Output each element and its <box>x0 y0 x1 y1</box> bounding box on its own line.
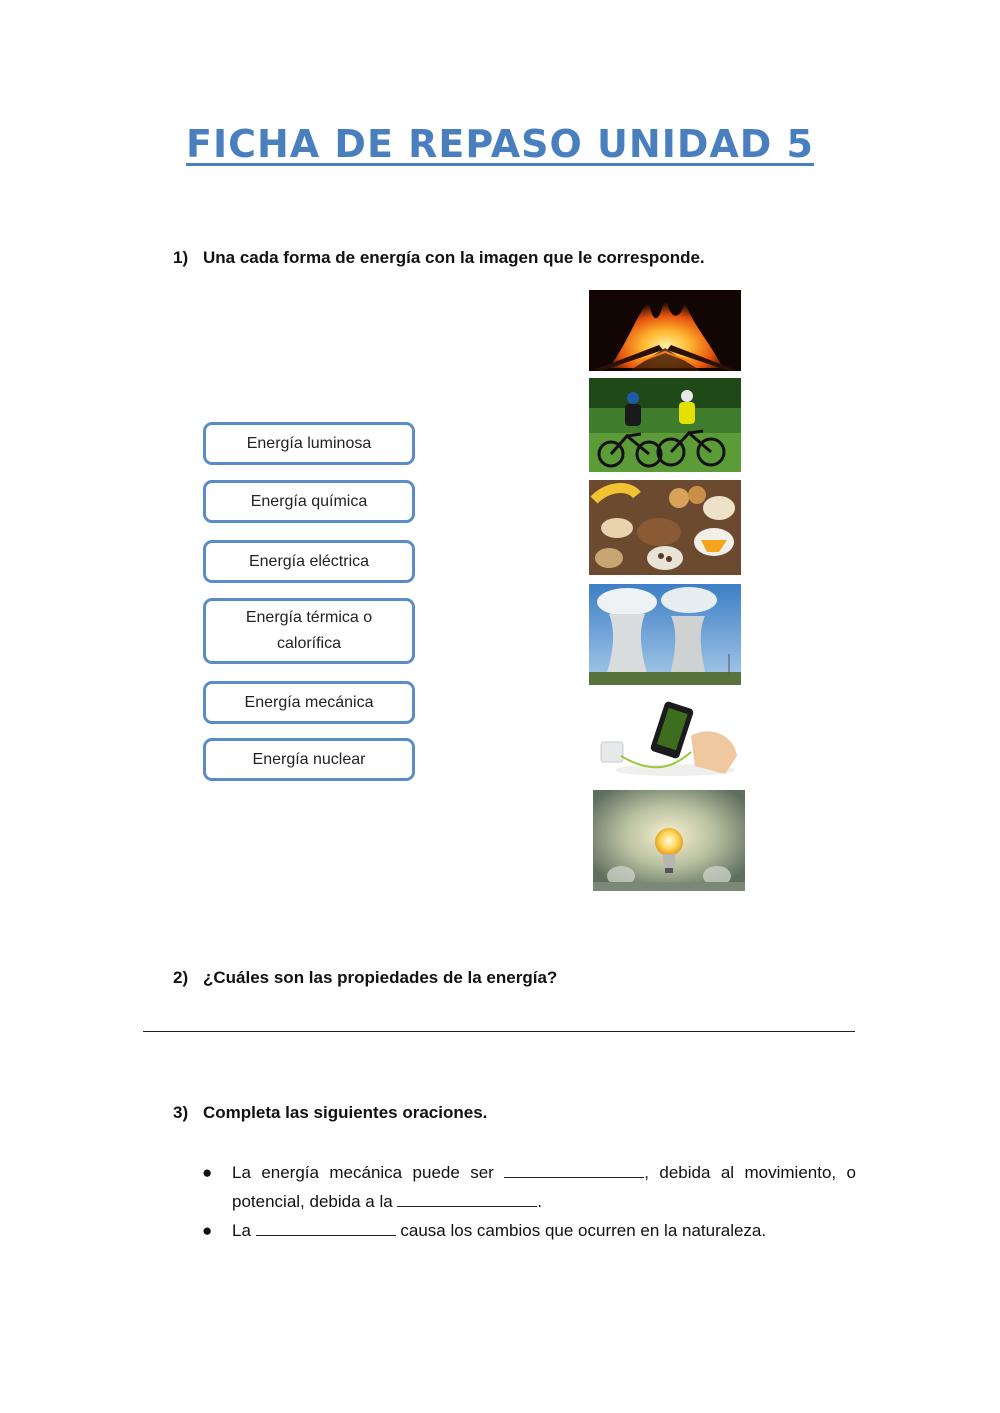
question-3 <box>173 1103 487 1123</box>
energy-label: Energía química <box>250 492 368 510</box>
cyclists-image[interactable] <box>589 378 741 472</box>
food-image[interactable] <box>589 480 741 575</box>
energy-box-quimica[interactable] <box>203 480 415 523</box>
energy-label: Energía mecánica <box>244 693 374 711</box>
question-2 <box>173 968 557 988</box>
energy-box-electrica[interactable] <box>203 540 415 583</box>
sentence-1-part-b: , debida al movimiento, o potencial, debida a la <box>232 1163 856 1211</box>
blank-energia[interactable] <box>256 1217 396 1236</box>
sentence-1-part-c: . <box>537 1192 543 1211</box>
sentence-list <box>200 1158 856 1245</box>
question-1 <box>173 248 705 268</box>
question-2-text: ¿Cuáles son las propiedades de la energía? <box>203 968 558 987</box>
energy-label: Energía nuclear <box>252 750 366 768</box>
energy-box-termica[interactable] <box>203 598 415 664</box>
energy-box-nuclear[interactable] <box>203 738 415 781</box>
question-1-text: Una cada forma de energía con la imagen que le corresponde. <box>203 248 705 267</box>
fire-bonfire-image[interactable] <box>589 290 741 371</box>
sentence-1 <box>200 1158 856 1216</box>
question-1-number: 1) <box>173 248 189 267</box>
energy-box-mecanica[interactable] <box>203 681 415 724</box>
sentence-1-part-a: La energía mecánica puede ser <box>232 1163 494 1182</box>
energy-label: Energía eléctrica <box>248 552 370 570</box>
bullet-icon: ● <box>202 1221 213 1240</box>
blank-posicion[interactable] <box>397 1188 537 1207</box>
blank-cinetica[interactable] <box>504 1159 644 1178</box>
energy-label: Energía térmica o calorífica <box>245 609 373 652</box>
question-3-text: Completa las siguientes oraciones. <box>203 1103 488 1122</box>
energy-box-luminosa[interactable] <box>203 422 415 465</box>
phone-charging-image[interactable] <box>595 696 741 778</box>
sentence-2 <box>200 1216 856 1245</box>
sentence-2-part-b: causa los cambios que ocurren en la naturaleza. <box>400 1221 767 1240</box>
light-bulb-image[interactable] <box>593 790 745 891</box>
bullet-icon: ● <box>202 1163 213 1182</box>
page-title: FICHA DE REPASO UNIDAD 5 <box>185 122 814 166</box>
sentence-2-part-a: La <box>232 1221 251 1240</box>
cooling-towers-image[interactable] <box>589 584 741 685</box>
question-3-number: 3) <box>173 1103 189 1122</box>
answer-line-question-2[interactable] <box>143 1031 855 1032</box>
energy-label: Energía luminosa <box>246 434 372 452</box>
question-2-number: 2) <box>173 968 189 987</box>
